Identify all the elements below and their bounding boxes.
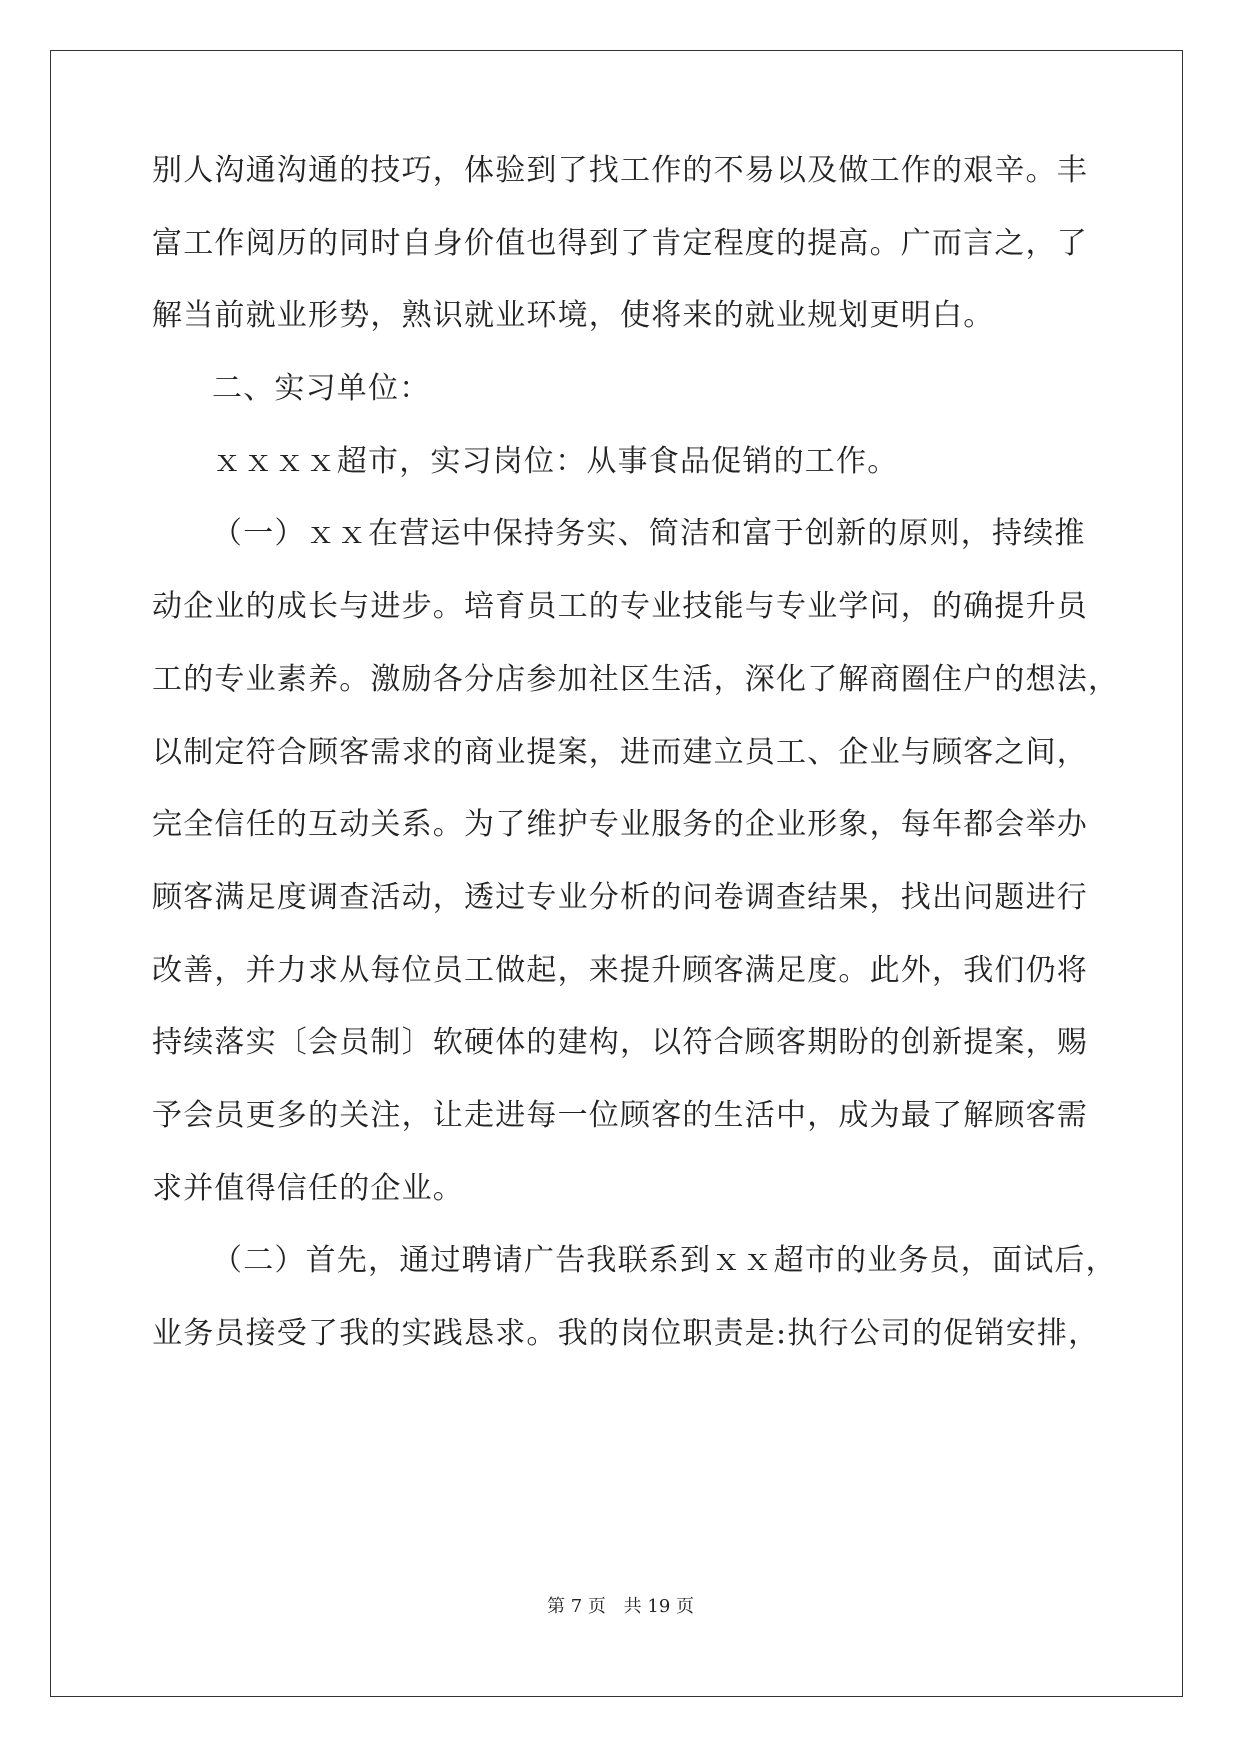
text-line: （一）ｘｘ在营运中保持务实、简洁和富于创新的原则，持续推 <box>212 516 1086 551</box>
page-number: 第 7 页 <box>547 1596 606 1617</box>
text-line: 别人沟通沟通的技巧，体验到了找工作的不易以及做工作的艰辛。丰 <box>152 153 1088 188</box>
text-line: 业务员接受了我的实践恳求。我的岗位职责是:执行公司的促销安排， <box>152 1316 1100 1351</box>
text-line: 完全信任的互动关系。为了维护专业服务的企业形象，每年都会举办 <box>152 807 1088 842</box>
text-line: （二）首先，通过聘请广告我联系到ｘｘ超市的业务员，面试后， <box>212 1243 1117 1278</box>
text-line: 改善，并力求从每位员工做起，来提升顾客满足度。此外，我们仍将 <box>152 953 1088 988</box>
text-line: 富工作阅历的同时自身价值也得到了肯定程度的提高。广而言之，了 <box>152 226 1088 261</box>
section-heading: 二、实习单位： <box>212 371 431 406</box>
page-total: 共 19 页 <box>623 1596 694 1617</box>
text-line: 以制定符合顾客需求的商业提案，进而建立员工、企业与顾客之间， <box>152 735 1088 770</box>
text-line: 求并值得信任的企业。 <box>152 1171 464 1206</box>
text-line: 工的专业素养。激励各分店参加社区生活，深化了解商圈住户的想法， <box>152 662 1120 697</box>
text-line: 顾客满足度调查活动，透过专业分析的问卷调查结果，找出问题进行 <box>152 880 1088 915</box>
text-line: 持续落实〔会员制〕软硬体的建构，以符合顾客期盼的创新提案，赐 <box>152 1025 1088 1060</box>
text-line: ｘｘｘｘ超市，实习岗位：从事食品促销的工作。 <box>212 444 899 479</box>
page-footer <box>0 1596 1241 1618</box>
text-line: 解当前就业形势，熟识就业环境，使将来的就业规划更明白。 <box>152 298 995 333</box>
text-line: 予会员更多的关注，让走进每一位顾客的生活中，成为最了解顾客需 <box>152 1098 1088 1133</box>
text-line: 动企业的成长与进步。培育员工的专业技能与专业学问，的确提升员 <box>152 589 1088 624</box>
